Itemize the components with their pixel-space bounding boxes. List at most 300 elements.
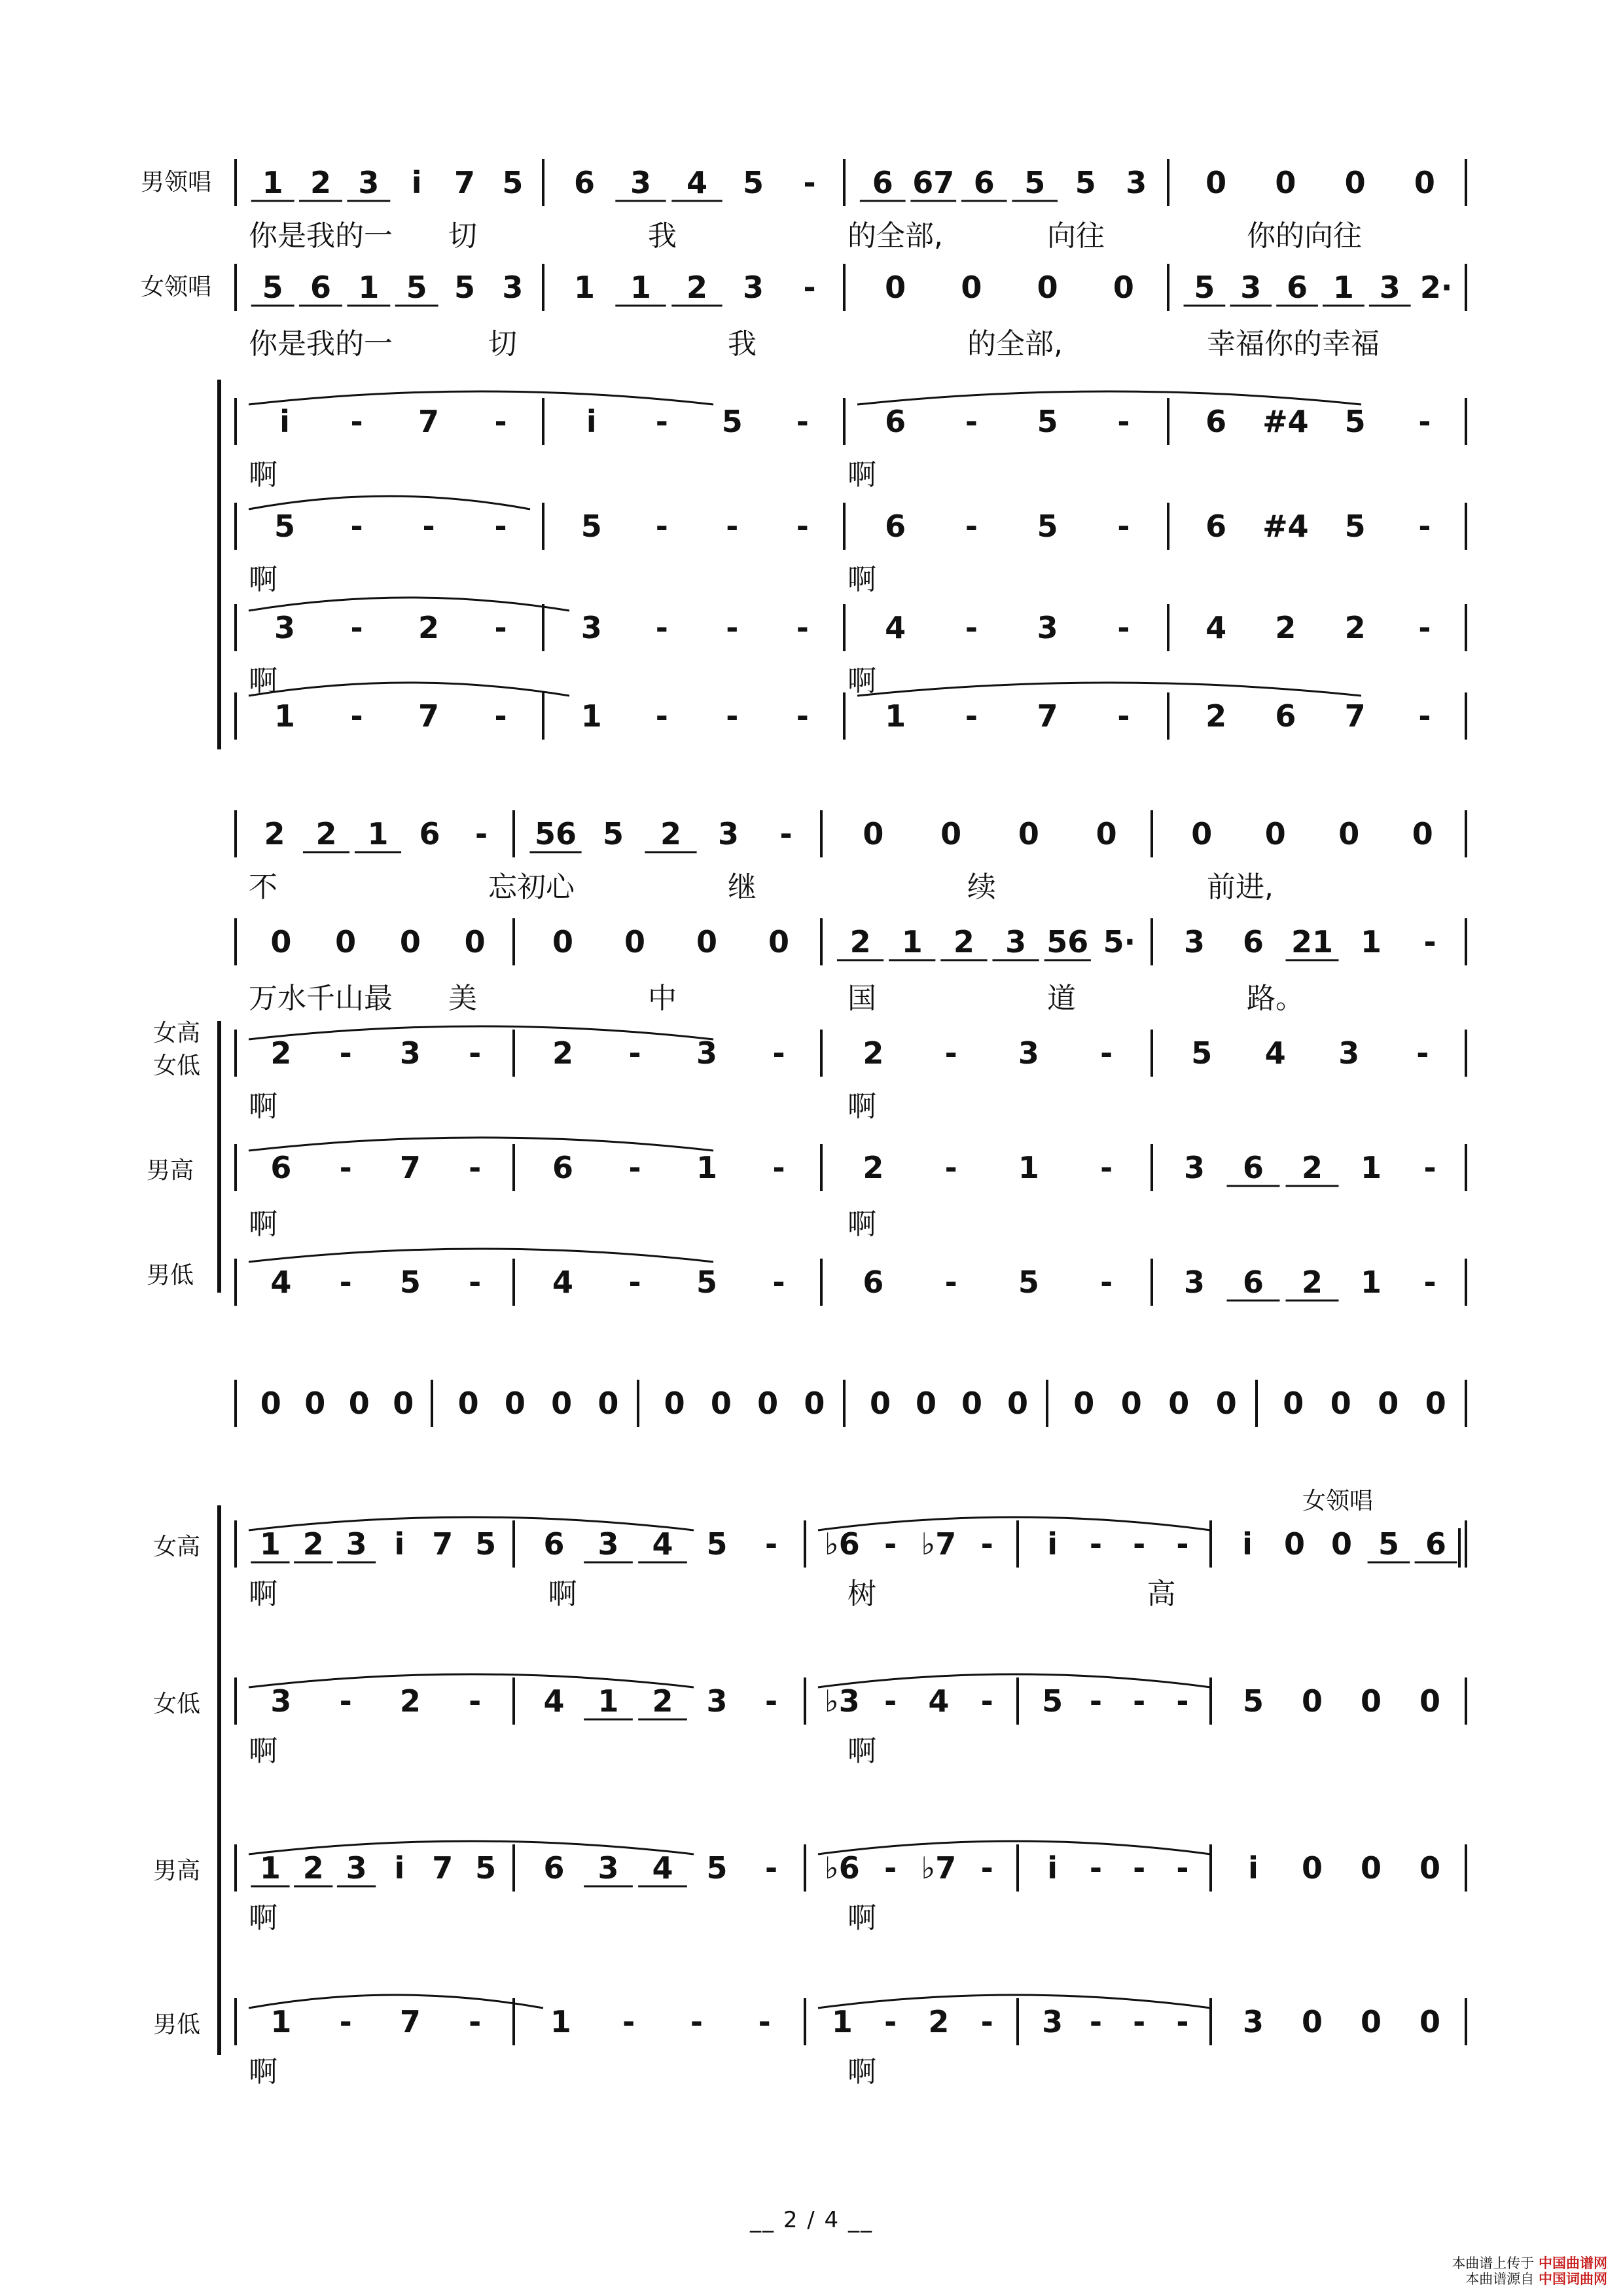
note: 0 (961, 270, 982, 305)
lyric: 国 (847, 982, 876, 1015)
note: - (494, 610, 507, 645)
note: 5· (1103, 924, 1136, 960)
note: - (655, 698, 668, 734)
note: 0 (464, 924, 486, 960)
note: 5 (706, 1526, 728, 1562)
note: 0 (1264, 816, 1286, 852)
note: 2 (953, 924, 974, 960)
note: i (394, 1526, 405, 1562)
lyric: 啊 (249, 1734, 277, 1768)
note: - (944, 1150, 957, 1185)
note: 6 (1205, 509, 1227, 544)
note: - (1423, 924, 1436, 960)
page-number-text: 2 / 4 (783, 2207, 840, 2233)
note: - (628, 1035, 641, 1071)
note: - (1416, 1035, 1429, 1071)
note: i (1248, 1850, 1258, 1886)
note: 0 (664, 1386, 685, 1421)
note: - (494, 509, 507, 544)
note: 2 (1301, 1150, 1323, 1185)
note: 2 (849, 924, 871, 960)
note: 2 (1301, 1265, 1323, 1300)
note: 5 (706, 1850, 728, 1886)
note: 3 (274, 610, 296, 645)
lyric: 向往 (1047, 219, 1105, 253)
note: - (779, 816, 793, 852)
note: 0 (1419, 2004, 1441, 2039)
note: 0 (399, 924, 421, 960)
note: 7 (454, 165, 476, 200)
note: ♭7 (921, 1850, 957, 1886)
note: 0 (1215, 1386, 1237, 1421)
note: - (965, 404, 978, 439)
lyric: 啊 (249, 1208, 277, 1241)
slur (249, 1995, 543, 2008)
note: - (1176, 1850, 1189, 1886)
note: i (411, 165, 422, 200)
lyric: 啊 (249, 1901, 277, 1935)
note: 6 (973, 165, 995, 200)
note: 0 (1283, 1526, 1306, 1562)
note: - (884, 1526, 897, 1562)
note: 2 (928, 2004, 950, 2039)
slur (857, 391, 1361, 404)
note: - (690, 2004, 703, 2039)
note: - (339, 1683, 352, 1719)
note: 0 (1338, 816, 1360, 852)
note: 2 (315, 816, 337, 852)
note: - (772, 1265, 785, 1300)
note: 5 (1378, 1526, 1400, 1562)
note: - (796, 509, 809, 544)
lyric: 继 (728, 870, 757, 904)
note: 5 (1344, 509, 1366, 544)
note: 3 (346, 1526, 367, 1562)
lyric: 啊 (847, 1208, 876, 1241)
note: 0 (1378, 1386, 1399, 1421)
note: 0 (504, 1386, 526, 1421)
note: - (350, 610, 363, 645)
note: - (469, 2004, 482, 2039)
note: - (980, 2004, 993, 2039)
note: - (1133, 2004, 1146, 2039)
note: 1 (1332, 270, 1354, 305)
note: - (628, 1265, 641, 1300)
note: 0 (961, 1386, 983, 1421)
note: 4 (270, 1265, 292, 1300)
note: 0 (1301, 2004, 1323, 2039)
note: 3 (1183, 1265, 1205, 1300)
note: 2 (1205, 698, 1227, 734)
note: - (469, 1150, 482, 1185)
note: 0 (393, 1386, 414, 1421)
lyric: 啊 (847, 664, 876, 698)
note: i (1242, 1526, 1253, 1562)
part-label: 男低 (146, 1262, 194, 1289)
note: - (1423, 1265, 1436, 1300)
note: - (1418, 610, 1431, 645)
note: 0 (1096, 816, 1117, 852)
note: 1 (270, 2004, 292, 2039)
note: 2 (552, 1035, 574, 1071)
note: - (764, 1526, 778, 1562)
note: - (726, 509, 739, 544)
note: - (1089, 2004, 1102, 2039)
note: - (944, 1265, 957, 1300)
watermark-brand1: 中国曲谱网 (1539, 2255, 1607, 2271)
note: 0 (551, 1386, 573, 1421)
note: 3 (399, 1035, 421, 1071)
note: 6 (1242, 924, 1264, 960)
note: 5 (1042, 1683, 1063, 1719)
note: 0 (348, 1386, 370, 1421)
part-label: 女高 (152, 1534, 201, 1560)
note: - (980, 1683, 993, 1719)
note: 5 (399, 1265, 421, 1300)
note: 5 (696, 1265, 718, 1300)
lyric: 前进, (1207, 870, 1274, 904)
note: 0 (1344, 165, 1366, 200)
note: 2 (686, 270, 708, 305)
lyric: 中 (648, 982, 677, 1015)
note: - (772, 1035, 785, 1071)
lyric: 的全部, (847, 219, 943, 253)
lyric: 高 (1147, 1577, 1176, 1611)
note: - (1089, 1850, 1102, 1886)
note: 1 (1018, 1150, 1039, 1185)
note: - (1418, 698, 1431, 734)
note: 4 (686, 165, 708, 200)
note: 0 (768, 924, 790, 960)
note: i (1047, 1526, 1058, 1562)
note: 0 (940, 816, 962, 852)
note: - (1100, 1035, 1113, 1071)
note: 0 (1360, 1683, 1382, 1719)
note: - (469, 1265, 482, 1300)
note: 0 (710, 1386, 732, 1421)
lyric: 啊 (847, 458, 876, 492)
note: - (1176, 1526, 1189, 1562)
note: 0 (1301, 1683, 1323, 1719)
lyric: 忘初心 (488, 870, 575, 904)
note: 5 (742, 165, 764, 200)
note: 0 (1360, 1850, 1382, 1886)
lyric: 你是我的一 (249, 327, 393, 361)
note: 6 (1287, 270, 1308, 305)
note: 56 (1046, 924, 1089, 960)
note: 2 (302, 1526, 324, 1562)
slur (249, 391, 713, 404)
watermark-source: 本曲谱源自 (1465, 2271, 1535, 2287)
note: 1 (259, 1850, 281, 1886)
note: i (586, 404, 597, 439)
note: 5 (1194, 270, 1215, 305)
note: 0 (1113, 270, 1134, 305)
note: 0 (304, 1386, 326, 1421)
note: - (726, 698, 739, 734)
note: 6 (1275, 698, 1296, 734)
note: 4 (652, 1850, 673, 1886)
note: - (655, 610, 668, 645)
note: - (1089, 1683, 1102, 1719)
lyric: 啊 (847, 563, 876, 596)
note: 5 (475, 1850, 497, 1886)
part-label: 女低 (152, 1691, 201, 1717)
lyric: 啊 (249, 1090, 277, 1123)
note: 5 (274, 509, 296, 544)
note: 0 (552, 924, 574, 960)
note: 1 (696, 1150, 718, 1185)
note: - (764, 1683, 778, 1719)
note: 3 (270, 1683, 292, 1719)
note: 3 (1240, 270, 1262, 305)
note: 5 (1191, 1035, 1213, 1071)
lyric: 啊 (249, 563, 277, 596)
note: 6 (1242, 1265, 1264, 1300)
note: - (803, 270, 816, 305)
note: - (1133, 1683, 1146, 1719)
note: 2 (1344, 610, 1366, 645)
note: 0 (869, 1386, 891, 1421)
note: - (1089, 1526, 1102, 1562)
note: - (772, 1150, 785, 1185)
note: - (1176, 2004, 1189, 2039)
note: - (1418, 404, 1431, 439)
note: - (494, 404, 507, 439)
note: - (980, 1526, 993, 1562)
note: 7 (418, 698, 440, 734)
note: 0 (757, 1386, 779, 1421)
note: - (803, 165, 816, 200)
note: 0 (1018, 816, 1039, 852)
note: - (1100, 1150, 1113, 1185)
note: 0 (1191, 816, 1213, 852)
note: 4 (552, 1265, 574, 1300)
note: 3 (597, 1526, 619, 1562)
note: 6 (419, 816, 440, 852)
note: 2 (652, 1683, 673, 1719)
note: 6 (1242, 1150, 1264, 1185)
notes-layer (141, 165, 1452, 2089)
note: 5 (580, 509, 602, 544)
note: ♭6 (825, 1526, 860, 1562)
note: 0 (1073, 1386, 1095, 1421)
note: 4 (885, 610, 906, 645)
lyric: 啊 (249, 2055, 277, 2089)
note: 5 (502, 165, 524, 200)
note: 1 (1360, 924, 1382, 960)
note: 0 (624, 924, 646, 960)
note: 0 (335, 924, 357, 960)
note: - (350, 404, 363, 439)
note: 7 (1037, 698, 1058, 734)
note: - (764, 1850, 778, 1886)
note: - (339, 2004, 352, 2039)
note: 67 (912, 165, 955, 200)
note: - (758, 2004, 771, 2039)
page-number: __ 2 / 4 __ (750, 2207, 873, 2233)
lyric: 不 (249, 870, 277, 904)
note: 5 (1018, 1265, 1039, 1300)
note: - (1133, 1850, 1146, 1886)
note: - (1100, 1265, 1113, 1300)
note: - (796, 610, 809, 645)
note: 3 (358, 165, 380, 200)
note: 6 (885, 509, 906, 544)
note: 3 (706, 1683, 728, 1719)
lyric: 路。 (1247, 982, 1304, 1015)
lyric: 啊 (249, 664, 277, 698)
note: 2 (1275, 610, 1296, 645)
lyric: 你的向往 (1247, 219, 1362, 253)
note: 6 (270, 1150, 292, 1185)
part-label: 男低 (152, 2011, 201, 2038)
note: - (796, 698, 809, 734)
note: 1 (262, 165, 283, 200)
part-label: 女高 (152, 1020, 201, 1047)
note: - (628, 1150, 641, 1185)
note: 0 (1205, 165, 1227, 200)
note: - (944, 1035, 957, 1071)
note: 56 (534, 816, 577, 852)
note: - (1176, 1683, 1189, 1719)
part-label: 男高 (152, 1857, 201, 1884)
note: 5 (1037, 404, 1058, 439)
note: 6 (310, 270, 332, 305)
note: 7 (418, 404, 440, 439)
note: 2 (418, 610, 440, 645)
note: 6 (552, 1150, 574, 1185)
note: 4 (1205, 610, 1227, 645)
lyric: 啊 (847, 2055, 876, 2089)
lyric: 啊 (548, 1577, 577, 1611)
note: - (1117, 610, 1130, 645)
note: 0 (1360, 2004, 1382, 2039)
note: 6 (543, 1526, 565, 1562)
note: 2 (660, 816, 682, 852)
watermark-upload: 本曲谱上传于 (1452, 2255, 1535, 2271)
note: 3 (1037, 610, 1058, 645)
lyric: 切 (488, 327, 517, 361)
note: - (1117, 698, 1130, 734)
annotation: 女领唱 (1302, 1488, 1374, 1515)
note: 0 (597, 1386, 619, 1421)
note: 1 (259, 1526, 281, 1562)
note: 1 (831, 2004, 853, 2039)
note: 1 (580, 698, 602, 734)
note: #4 (1262, 509, 1309, 544)
note: - (884, 1850, 897, 1886)
note: 0 (457, 1386, 479, 1421)
slur (249, 598, 569, 611)
note: 5 (1024, 165, 1046, 200)
note: 1 (358, 270, 380, 305)
note: 0 (1275, 165, 1296, 200)
note: 3 (630, 165, 652, 200)
slur (249, 1138, 713, 1151)
watermark-brand2: 中国词曲网 (1539, 2271, 1607, 2287)
note: 6 (872, 165, 893, 200)
note: 5 (602, 816, 624, 852)
lyric: 我 (648, 219, 677, 253)
lyric: 美 (448, 982, 477, 1015)
part-label: 男高 (146, 1157, 194, 1184)
note: - (339, 1035, 352, 1071)
note: - (350, 509, 363, 544)
note: i (279, 404, 290, 439)
note: 1 (367, 816, 389, 852)
lyric: 啊 (847, 1090, 876, 1123)
note: 3 (1018, 1035, 1039, 1071)
lyric: 啊 (249, 1577, 277, 1611)
lyric: 我 (728, 327, 757, 361)
note: 6 (543, 1850, 565, 1886)
note: 1 (1360, 1265, 1382, 1300)
note: - (884, 1683, 897, 1719)
note: 0 (1330, 1386, 1351, 1421)
note: - (1117, 404, 1130, 439)
note: 0 (270, 924, 292, 960)
lyric: 你是我的一 (249, 219, 393, 253)
note: 3 (1379, 270, 1400, 305)
note: 6 (863, 1265, 884, 1300)
note: 2 (399, 1683, 421, 1719)
note: 2 (863, 1150, 884, 1185)
note: 6 (1205, 404, 1227, 439)
note: - (339, 1265, 352, 1300)
note: 5 (262, 270, 283, 305)
note: 2 (310, 165, 332, 200)
note: ♭3 (825, 1683, 860, 1719)
note: 0 (1419, 1850, 1441, 1886)
note: - (469, 1683, 482, 1719)
note: #4 (1262, 404, 1309, 439)
lyric: 的全部, (967, 327, 1063, 361)
note: 6 (885, 404, 906, 439)
slur (249, 683, 569, 696)
note: 7 (399, 2004, 421, 2039)
note: 0 (1037, 270, 1058, 305)
note: 5 (406, 270, 427, 305)
lyric: 啊 (249, 458, 277, 492)
note: - (1423, 1150, 1436, 1185)
note: 3 (717, 816, 740, 852)
note: 4 (928, 1683, 950, 1719)
note: 1 (274, 698, 296, 734)
note: 1 (901, 924, 923, 960)
note: 0 (1007, 1386, 1029, 1421)
note: 5 (1037, 509, 1058, 544)
note: 1 (550, 2004, 571, 2039)
note: 0 (1283, 1386, 1304, 1421)
note: 1 (1360, 1150, 1382, 1185)
slur (249, 496, 530, 509)
note: 1 (885, 698, 906, 734)
note: 5 (1075, 165, 1096, 200)
note: 3 (742, 270, 764, 305)
note: 5 (475, 1526, 497, 1562)
lyric: 啊 (847, 1901, 876, 1935)
slur (818, 1841, 1211, 1854)
note: - (726, 610, 739, 645)
part-label: 男领唱 (141, 169, 212, 196)
watermark (1452, 2255, 1607, 2287)
note: 1 (573, 270, 596, 305)
note: 3 (580, 610, 602, 645)
note: - (884, 2004, 897, 2039)
note: 5 (721, 404, 743, 439)
note: - (655, 404, 668, 439)
